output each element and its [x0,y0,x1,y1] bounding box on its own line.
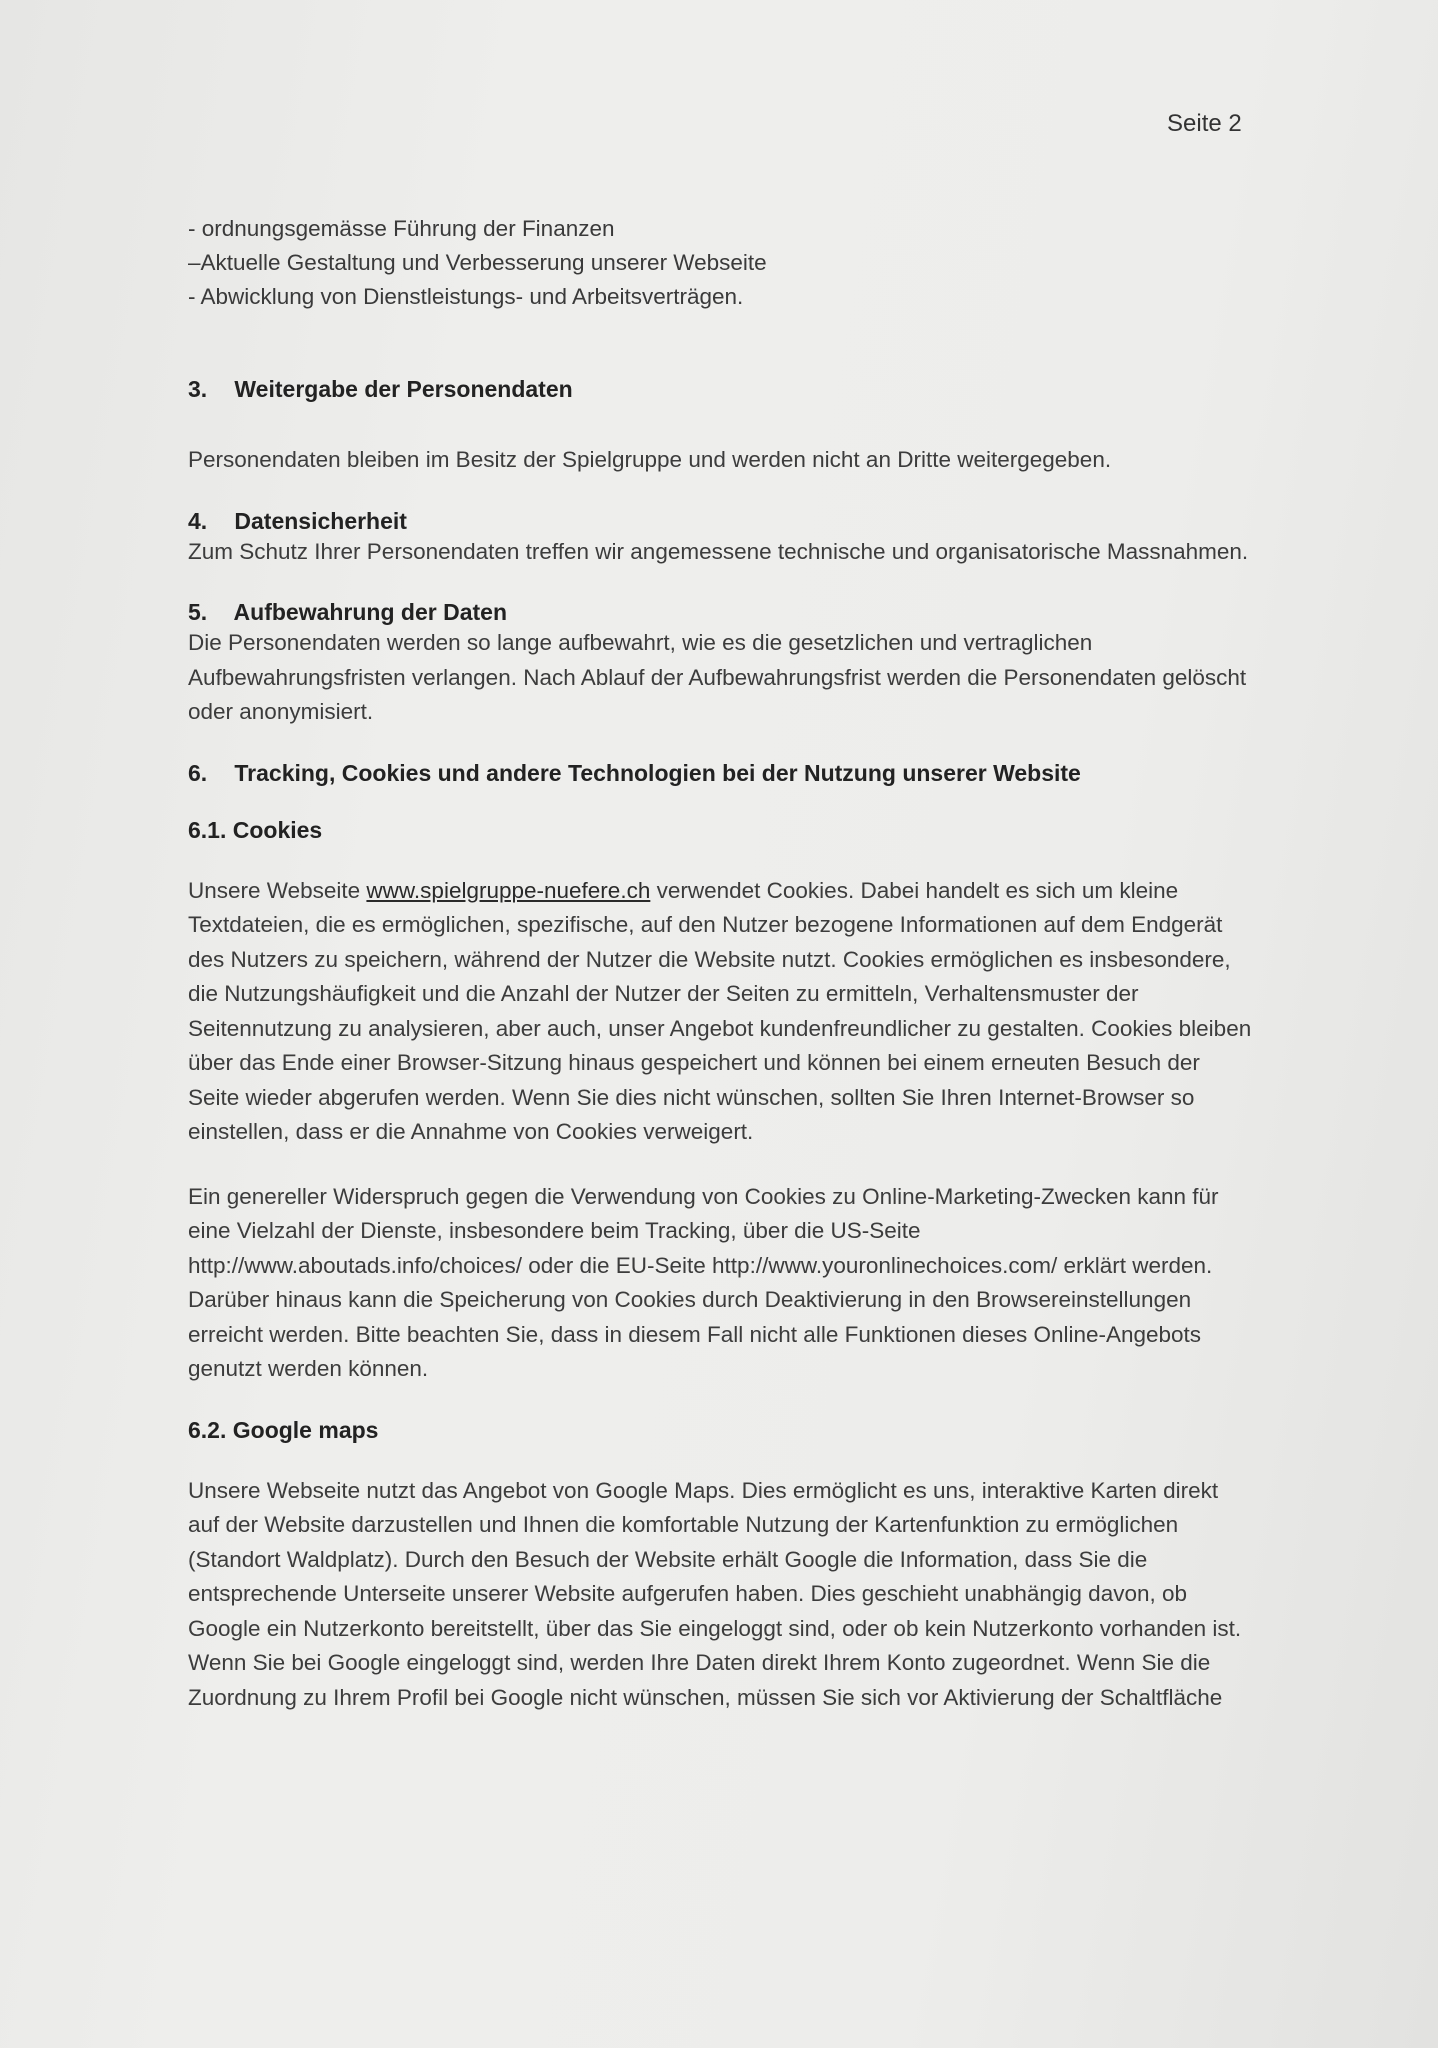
section-number: 6. [188,759,208,786]
section-number: 5. [188,599,208,625]
document-body [188,212,1253,1715]
section-number: 4. [188,507,208,534]
section-title: Aufbewahrung der Daten [233,599,508,625]
section-number: 3. [188,376,208,402]
cookies-text-start: Unsere Webseite [188,877,367,903]
section-heading-5 [188,599,1253,626]
cookies-paragraph-1 [188,874,1253,1150]
intro-bullet-list [188,212,1253,314]
section-paragraph-4: Zum Schutz Ihrer Personendaten treffen wir angemessene technische und organisatorische Massnahmen. [188,538,1249,564]
section-heading-3 [188,376,1253,403]
section-paragraph-5: Die Personendaten werden so lange aufbewahrt, wie es die gesetzlichen und vertraglichen Aufbewahrungsfristen verlangen. Nach Ablauf der Aufbewahrungsfrist werden die Personendaten gelöscht oder anonymisiert. [188,630,1247,724]
section-paragraph-3: Personendaten bleiben im Besitz der Spielgruppe und werden nicht an Dritte weitergegeben. [188,447,1112,472]
list-item: - ordnungsgemässe Führung der Finanzen [188,216,615,241]
subsection-heading-google-maps: 6.2. Google maps [188,1416,379,1443]
section-heading-6 [188,760,1253,787]
cookies-text-rest: verwendet Cookies. Dabei handelt es sich um kleine Textdateien, die es ermöglichen, spezifische, auf den Nutzer bezogene Informationen auf dem Endgerät des Nutzers zu speichern, während der Nutzer die Website nutzt. Cookies ermöglichen es insbesondere, die Nutzungshäufigkeit und die Anzahl der Nutzer der Seiten zu ermitteln, Verhaltensmuster der Seitennutzung zu analysieren, aber auch, unser Angebot kundenfreundlicher zu gestalten. Cookies bleiben über das Ende einer Browser-Sitzung hinaus gespeichert und können bei einem erneuten Besuch der Seite wieder abgerufen werden. Wenn Sie dies nicht wünschen, sollten Sie Ihren Internet-Browser so einstellen, dass er die Annahme von Cookies verweigert. [188,877,1252,1144]
list-item: –Aktuelle Gestaltung und Verbesserung unserer Webseite [188,250,767,275]
page-number: Seite 2 [1167,110,1242,137]
section-title: Weitergabe der Personendaten [234,376,573,402]
list-item: - Abwicklung von Dienstleistungs- und Arbeitsverträgen. [188,284,744,309]
section-heading-4 [188,508,1253,535]
subsection-heading-cookies: 6.1. Cookies [188,816,323,843]
google-maps-paragraph: Unsere Webseite nutzt das Angebot von Google Maps. Dies ermöglicht es uns, interaktive Karten direkt auf der Website darzustellen und Ihnen die komfortable Nutzung der Kartenfunktion zu ermöglichen (Standort Waldplatz). Durch den Besuch der Website erhält Google die Information, dass Sie die entsprechende Unterseite unserer Website aufgerufen haben. Dies geschieht unabhängig davon, ob Google ein Nutzerkonto bereitstellt, über das Sie eingeloggt sind, oder ob kein Nutzerkonto vorhanden ist. Wenn Sie bei Google eingeloggt sind, werden Ihre Daten direkt Ihrem Konto zugeordnet. Wenn Sie die Zuordnung zu Ihrem Profil bei Google nicht wünschen, müssen Sie sich vor Aktivierung der Schaltfläche [188,1477,1242,1710]
cookies-paragraph-2: Ein genereller Widerspruch gegen die Verwendung von Cookies zu Online-Marketing-Zwecken kann für eine Vielzahl der Dienste, insbesondere beim Tracking, über die US-Seite http://www.aboutads.info/choices/ oder die EU-Seite http://www.youronlinechoices.com/ erklärt werden. Darüber hinaus kann die Speicherung von Cookies durch Deaktivierung in den Browsereinstellungen erreicht werden. Bitte beachten Sie, dass in diesem Fall nicht alle Funktionen dieses Online-Angebots genutzt werden können. [188,1183,1219,1381]
section-title: Datensicherheit [234,507,407,534]
website-link: www.spielgruppe-nuefere.ch [366,877,651,903]
section-title: Tracking, Cookies und andere Technologien bei der Nutzung unserer Website [234,759,1081,786]
